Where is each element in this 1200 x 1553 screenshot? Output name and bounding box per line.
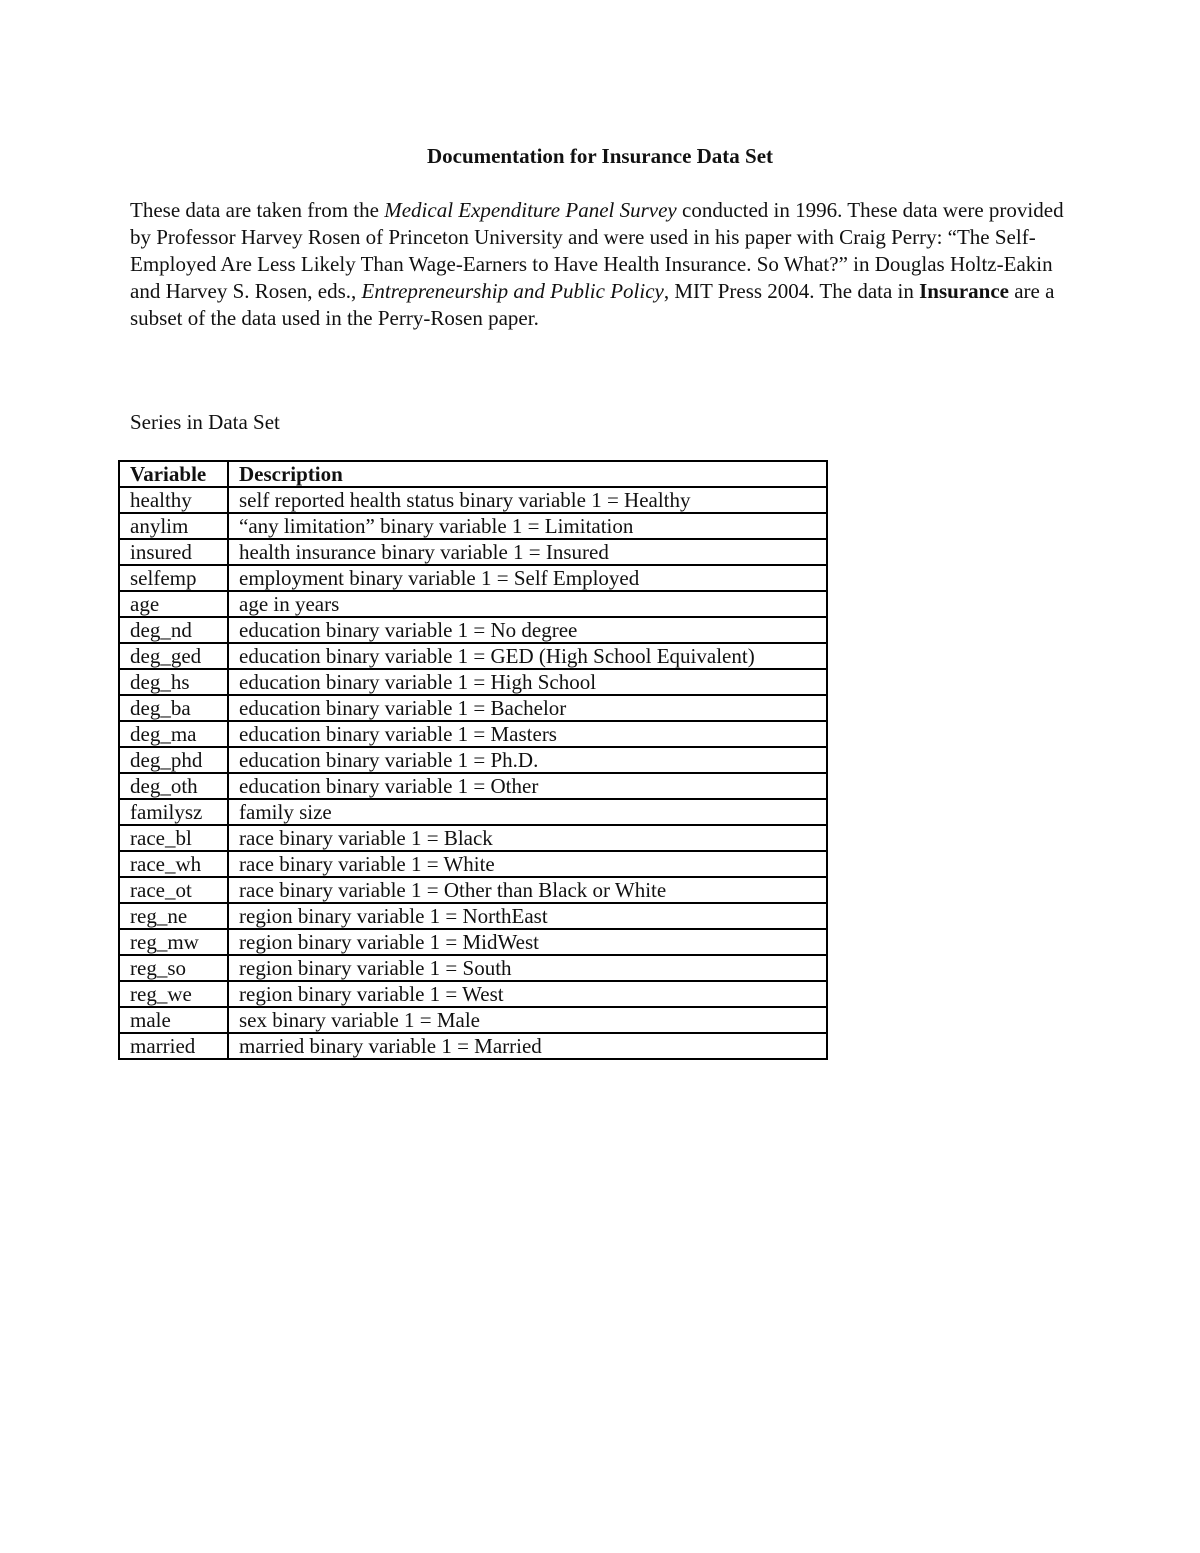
variable-cell: deg_nd [119, 617, 228, 643]
intro-text: are a subset of the data used in the Perry-Rosen paper. [130, 279, 1055, 330]
table-row [119, 1033, 827, 1059]
description-cell: region binary variable 1 = South [228, 955, 827, 981]
table-row [119, 695, 827, 721]
description-cell: education binary variable 1 = Ph.D. [228, 747, 827, 773]
description-cell: education binary variable 1 = Other [228, 773, 827, 799]
description-cell: “any limitation” binary variable 1 = Limitation [228, 513, 827, 539]
variable-cell: race_wh [119, 851, 228, 877]
dataset-name: Insurance [919, 279, 1009, 303]
table-row [119, 981, 827, 1007]
intro-text: conducted in 1996. These data were provided by Professor Harvey Rosen of Princeton University and were used in his paper with Craig Perry: “The Self-Employed Are Less Likely Than Wage-Earners to Have Health Insurance. So What?” in Douglas Holtz-Eakin and Harvey S. Rosen, eds., [130, 198, 1064, 303]
description-cell: age in years [228, 591, 827, 617]
variable-cell: married [119, 1033, 228, 1059]
table-row [119, 799, 827, 825]
table-body [119, 487, 827, 1059]
column-header-description: Description [228, 461, 827, 487]
series-heading: Series in Data Set [130, 410, 280, 434]
variable-cell: race_bl [119, 825, 228, 851]
variable-cell: reg_ne [119, 903, 228, 929]
table-row [119, 539, 827, 565]
variable-cell: familysz [119, 799, 228, 825]
intro-text: , MIT Press 2004. The data in [663, 279, 920, 303]
description-cell: employment binary variable 1 = Self Employed [228, 565, 827, 591]
document-title: Documentation for Insurance Data Set [426, 144, 774, 168]
description-cell: family size [228, 799, 827, 825]
variable-cell: deg_ba [119, 695, 228, 721]
table-row [119, 747, 827, 773]
description-cell: education binary variable 1 = GED (High School Equivalent) [228, 643, 827, 669]
survey-name: Medical Expenditure Panel Survey [384, 198, 677, 222]
variable-cell: male [119, 1007, 228, 1033]
variable-cell: reg_we [119, 981, 228, 1007]
description-cell: education binary variable 1 = Bachelor [228, 695, 827, 721]
description-cell: region binary variable 1 = NorthEast [228, 903, 827, 929]
table-row [119, 955, 827, 981]
table-row [119, 903, 827, 929]
description-cell: self reported health status binary variable 1 = Healthy [228, 487, 827, 513]
table-row [119, 721, 827, 747]
table-row [119, 617, 827, 643]
description-cell: race binary variable 1 = Black [228, 825, 827, 851]
variable-cell: deg_ged [119, 643, 228, 669]
description-cell: education binary variable 1 = No degree [228, 617, 827, 643]
table-row [119, 773, 827, 799]
variable-cell: race_ot [119, 877, 228, 903]
table-row [119, 669, 827, 695]
intro-paragraph [130, 197, 1075, 332]
variable-cell: deg_oth [119, 773, 228, 799]
table-row [119, 825, 827, 851]
variable-cell: reg_so [119, 955, 228, 981]
table-row [119, 591, 827, 617]
description-cell: health insurance binary variable 1 = Insured [228, 539, 827, 565]
description-cell: region binary variable 1 = MidWest [228, 929, 827, 955]
variable-cell: age [119, 591, 228, 617]
book-title: Entrepreneurship and Public Policy [361, 279, 664, 303]
variable-cell: anylim [119, 513, 228, 539]
table-row [119, 929, 827, 955]
description-cell: education binary variable 1 = High School [228, 669, 827, 695]
description-cell: race binary variable 1 = Other than Black or White [228, 877, 827, 903]
intro-text: These data are taken from the [130, 198, 385, 222]
table-row [119, 565, 827, 591]
column-header-variable: Variable [119, 461, 228, 487]
description-cell: race binary variable 1 = White [228, 851, 827, 877]
table-header-row [119, 461, 827, 487]
variable-cell: deg_hs [119, 669, 228, 695]
variable-cell: reg_mw [119, 929, 228, 955]
table-row [119, 487, 827, 513]
variable-cell: deg_phd [119, 747, 228, 773]
variables-table [118, 460, 828, 1060]
variable-cell: selfemp [119, 565, 228, 591]
variable-cell: deg_ma [119, 721, 228, 747]
variable-cell: healthy [119, 487, 228, 513]
table-row [119, 877, 827, 903]
description-cell: region binary variable 1 = West [228, 981, 827, 1007]
description-cell: education binary variable 1 = Masters [228, 721, 827, 747]
description-cell: married binary variable 1 = Married [228, 1033, 827, 1059]
table-row [119, 643, 827, 669]
table-row [119, 1007, 827, 1033]
description-cell: sex binary variable 1 = Male [228, 1007, 827, 1033]
table-row [119, 513, 827, 539]
table-row [119, 851, 827, 877]
variable-cell: insured [119, 539, 228, 565]
